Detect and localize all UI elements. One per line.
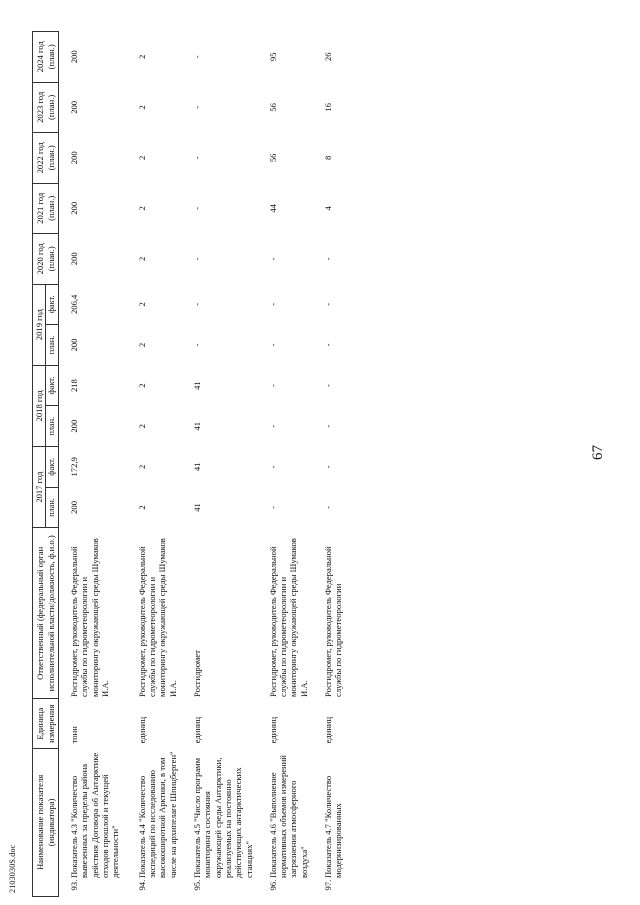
value-2024: 2 — [136, 54, 147, 59]
indicator-name: Показатель 4.5 "Число программ мониторинга состояния окружающей среды Антарктики, реализуемых на постоянно действующих антарктических станциях" — [191, 757, 254, 879]
value-2019-fact: - — [191, 302, 202, 306]
header-2020: 2020 год (план.) — [33, 234, 59, 284]
value-2018-plan: 41 — [191, 421, 202, 431]
value-2024: 26 — [323, 52, 334, 62]
value-2024: 95 — [267, 52, 278, 62]
value-2019-fact: - — [323, 302, 334, 306]
value-2017-fact: 41 — [191, 462, 202, 472]
value-2017-plan: 200 — [69, 500, 80, 514]
unit-cell: единиц — [267, 716, 278, 744]
indicator-name: Показатель 4.3 "Количество вывезенных за пределы района действия Договора об Антарктике отходов прошлой и текущей деятельности" — [69, 752, 121, 879]
table-row — [258, 32, 313, 897]
value-2017-fact: 172,9 — [69, 457, 80, 477]
value-2019-plan: - — [323, 343, 334, 347]
value-2022: 56 — [267, 153, 278, 163]
value-2020: - — [323, 257, 334, 261]
table-row — [125, 32, 182, 897]
value-2020: 200 — [69, 252, 80, 266]
value-2019-fact: 2 — [136, 302, 147, 307]
indicators-table — [32, 31, 348, 897]
value-2021: - — [191, 206, 202, 210]
header-name: Наименование показателя (индикатора) — [33, 748, 59, 896]
table-row — [313, 32, 348, 897]
value-2019-plan: 200 — [69, 338, 80, 352]
indicator-name: Показатель 4.6 "Выполнение нормативных объемов измерений загрязнения атмосферного воздуха" — [267, 755, 309, 879]
table-row — [59, 32, 125, 897]
responsible-cell: Росгидромет, руководитель Федеральной службы по гидрометеорологии и мониторингу окружающей среды Шумаков И.А. — [267, 538, 309, 697]
value-2017-fact: - — [323, 465, 334, 469]
value-2019-plan: - — [191, 343, 202, 347]
unit-cell: тонн — [69, 726, 80, 744]
indicator-name: Показатель 4.4 "Количество экспедиций по исследованию высокоширотной Арктики, в том числе на архипелаге Шпицберген" — [136, 751, 178, 879]
header-2018-fact: факт. — [46, 365, 59, 406]
value-2019-fact: - — [267, 302, 278, 306]
value-2019-plan: 2 — [136, 342, 147, 348]
indicator-name: Показатель 4.7 "Количество модернизированных — [323, 775, 344, 879]
value-2019-fact: 206,4 — [69, 294, 80, 315]
row-number: 94. — [136, 879, 147, 891]
value-2022: - — [191, 156, 202, 160]
table-row — [182, 32, 258, 897]
header-2017-fact: факт. — [46, 447, 59, 488]
responsible-cell: Росгидромет, руководитель Федеральной службы по гидрометеорологии и мониторингу окружающей среды Шумаков И.А. — [136, 538, 178, 697]
header-2019-fact: факт. — [46, 284, 59, 325]
value-2021: 4 — [323, 206, 334, 211]
value-2018-fact: 218 — [69, 379, 80, 393]
value-2023: 2 — [136, 105, 147, 110]
header-2021: 2021 год (план.) — [33, 183, 59, 233]
value-2017-fact: - — [267, 465, 278, 469]
unit-cell: единиц — [323, 716, 334, 744]
page-number: 67 — [590, 445, 606, 460]
row-number: 95. — [191, 879, 202, 891]
value-2018-plan: - — [267, 424, 278, 428]
value-2017-plan: 41 — [191, 503, 202, 512]
value-2020: 2 — [136, 256, 147, 261]
value-2017-fact: 2 — [136, 464, 147, 469]
value-2023: 16 — [323, 103, 334, 112]
value-2018-plan: - — [323, 424, 334, 428]
value-2024: - — [191, 55, 202, 59]
value-2020: - — [191, 257, 202, 261]
header-unit: Единица измерения — [33, 699, 59, 748]
value-2017-plan: - — [267, 506, 278, 509]
header-2019: 2019 год — [33, 284, 46, 365]
value-2018-fact: 2 — [136, 383, 147, 388]
header-2017-plan: план. — [46, 487, 59, 528]
header-responsible: Ответственный (федеральный орган исполнительной власти/должность, ф.и.о.) — [33, 528, 59, 699]
header-2022: 2022 год (план.) — [33, 133, 59, 183]
value-2018-fact: - — [323, 384, 334, 388]
value-2022: 2 — [136, 155, 147, 160]
row-number: 93. — [69, 879, 80, 891]
value-2017-plan: - — [323, 506, 334, 509]
value-2018-plan: 200 — [69, 419, 80, 433]
value-2018-plan: 2 — [136, 424, 147, 429]
value-2023: 56 — [267, 103, 278, 112]
value-2018-fact: 41 — [191, 381, 202, 390]
value-2023: - — [191, 105, 202, 109]
header-2018-plan: план. — [46, 406, 59, 447]
header-2018: 2018 год — [33, 365, 46, 446]
value-2021: 44 — [267, 204, 278, 213]
document-code: 2103030S.doc — [8, 844, 17, 893]
responsible-cell: Росгидромет — [191, 650, 202, 697]
value-2024: 200 — [69, 50, 80, 64]
value-2019-plan: - — [267, 343, 278, 347]
unit-cell: единиц — [136, 716, 147, 744]
value-2022: 200 — [69, 151, 80, 165]
row-number: 96. — [267, 879, 278, 891]
header-2023: 2023 год (план.) — [33, 82, 59, 132]
value-2023: 200 — [69, 100, 80, 114]
value-2020: - — [267, 257, 278, 261]
row-number: 97. — [323, 879, 334, 891]
value-2021: 200 — [69, 201, 80, 215]
value-2018-fact: - — [267, 384, 278, 388]
responsible-cell: Росгидромет, руководитель Федеральной службы по гидрометеорологии — [323, 546, 344, 697]
value-2022: 8 — [323, 155, 334, 160]
header-2024: 2024 год (план.) — [33, 32, 59, 83]
responsible-cell: Росгидромет, руководитель Федеральной службы по гидрометеорологии и мониторингу окружающей среды Шумаков И.А. — [69, 538, 111, 697]
table-header — [33, 32, 59, 897]
value-2021: 2 — [136, 206, 147, 211]
unit-cell: единиц — [191, 716, 202, 744]
header-2019-plan: план. — [46, 325, 59, 366]
header-2017: 2017 год — [33, 447, 46, 528]
value-2017-plan: 2 — [136, 505, 147, 510]
